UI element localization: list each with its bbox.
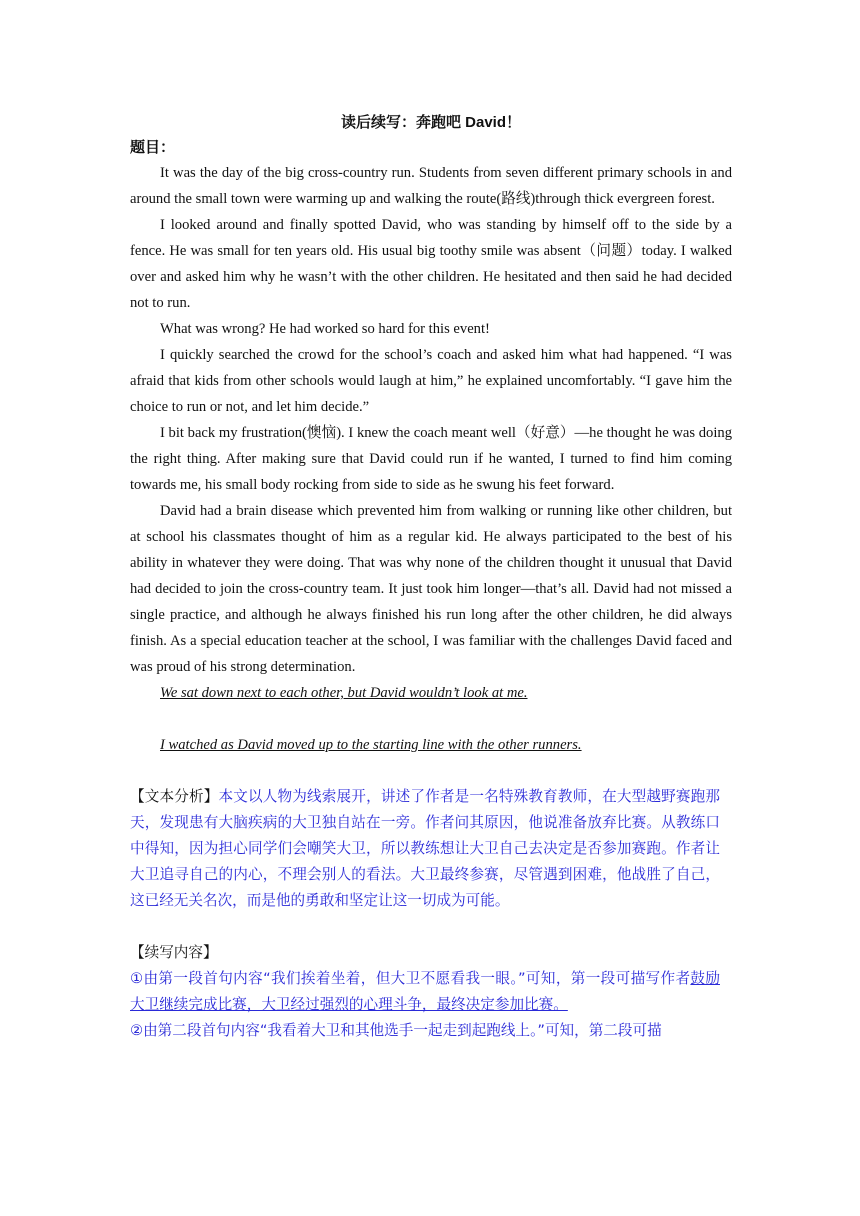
item1-underlined: 鼓励大卫继续完成比赛，大卫经过强烈的心理斗争，最终决定参加比赛。 [130,970,720,1013]
prompt-label: 题目： [130,139,176,156]
continuation-prompt-2: I watched as David moved up to the starting line with the other runners. [160,737,582,753]
story-paragraph: It was the day of the big cross-country run. Students from seven different primary schools in and around the small town were warming up and walking the route(路线)through thick evergreen forest. [130,165,732,207]
text-analysis [130,784,720,914]
continuation-section [130,940,720,1044]
continuation-item-2: ②由第二段首句内容“我看着大卫和其他选手一起走到起跑线上。”可知，第二段可描 [130,1022,662,1039]
continuation-item-1 [130,966,720,1018]
document-title: 读后续写：奔跑吧 David！ [340,114,521,131]
document-page [130,110,732,1044]
story-paragraph: David had a brain disease which prevented him from walking or running like other children, but at school his classmates thought of him as a regular kid. He always participated to the best of his ability in whatever they were doing. That was why none of the children thought it unusual that David had decided to join the cross-country team. It just took him longer—that’s all. David had not missed a single practice, and although he always finished his run long after the other children, he did always finish. As a special education teacher at the school, I was familiar with the challenges David faced and was proud of his strong determination. [130,503,732,675]
story-paragraph: I quickly searched the crowd for the school’s coach and asked him what had happened. “I was afraid that kids from other schools would laugh at him,” he explained uncomfortably. “I gave him the choice to run or not, and let him decide.” [130,347,732,415]
story-paragraph: What was wrong? He had worked so hard for this event! [160,321,490,337]
continuation-heading: 【续写内容】 [130,944,218,961]
analysis-text: 本文以人物为线索展开，讲述了作者是一名特殊教育教师，在大型越野赛跑那天，发现患有大脑疾病的大卫独自站在一旁。作者问其原因，他说准备放弃比赛。从教练口中得知，因为担心同学们会嘲笑大卫，所以教练想让大卫自己去决定是否参加赛跑。作者让大卫追寻自己的内心，不理会别人的看法。大卫最终参赛，尽管遇到困难，他战胜了自己，这已经无关名次，而是他的勇敢和坚定让这一切成为可能。 [130,788,720,909]
analysis-heading: 【文本分析】 [130,788,219,805]
story-paragraph: I bit back my frustration(懊恼). I knew the coach meant well（好意）—he thought he was doing the right thing. After making sure that David could run if he wanted, I turned to find him coming towards me, his small body rocking from side to side as he swung his feet forward. [130,425,732,493]
continuation-prompt-1: We sat down next to each other, but David wouldn’t look at me. [160,685,528,701]
item1-prefix: ①由第一段首句内容“我们挨着坐着，但大卫不愿看我一眼。”可知，第一段可描写作者 [130,970,691,987]
story-paragraph: I looked around and finally spotted David, who was standing by himself off to the side by a fence. He was small for ten years old. His usual big toothy smile was absent（问题）today. I walked over and asked him why he wasn’t with the other children. He hesitated and then said he had decided not to run. [130,217,732,311]
